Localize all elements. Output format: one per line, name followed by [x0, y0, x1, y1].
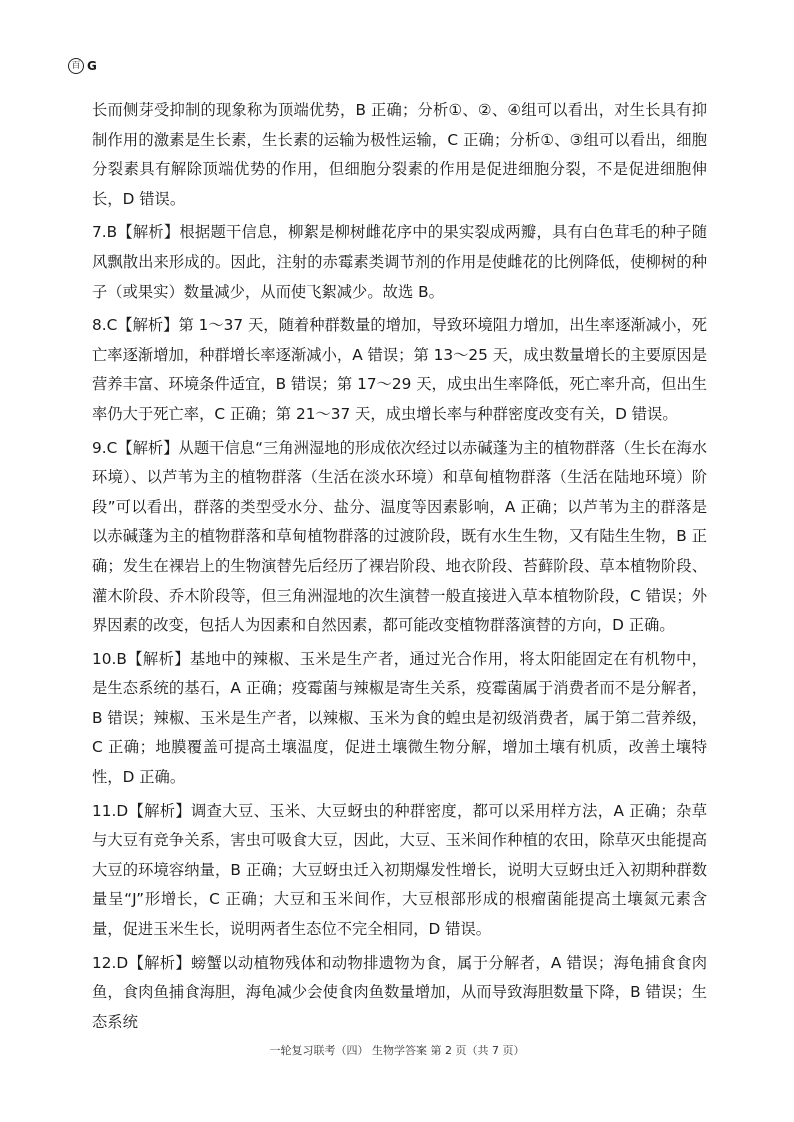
paragraph-answer-9: 9.C【解析】从题干信息“三角洲湿地的形成依次经过以赤碱蓬为主的植物群落（生长在海水环境）、以芦苇为主的植物群落（生活在淡水环境）和草甸植物群落（生活在陆地环境）阶段”可以看出，群落的类型受水分、盐分、温度等因素影响，A 正确；以芦苇为主的群落是以赤碱蓬为主的植物群落和草甸植物群落的过渡阶段，既有水生生物，又有陆生生物，B 正确；发生在裸岩上的生物演替先后经历了裸岩阶段、地衣阶段、苔藓阶段、草本植物阶段、灌木阶段、乔木阶段等，但三角洲湿地的次生演替一般直接进入草本植物阶段，C 错误；外界因素的改变，包括人为因素和自然因素，都可能改变植物群落演替的方向，D 正确。: [92, 438, 707, 635]
answer-content: [92, 96, 707, 1037]
publisher-logo: [68, 56, 97, 76]
page-footer: 一轮复习联考（四） 生物学答案 第 2 页（共 7 页）: [269, 1044, 525, 1057]
paragraph-continuation-6: 长而侧芽受抑制的现象称为顶端优势，B 正确；分析①、②、④组可以看出，对生长具有抑制作用的激素是生长素，生长素的运输为极性运输，C 正确；分析①、③组可以看出，细胞分裂素具有解除顶端优势的作用，但细胞分裂素的作用是促进细胞分裂，不是促进细胞伸长，D 错误。: [92, 101, 707, 208]
paragraph-answer-7: 7.B【解析】根据题干信息，柳絮是柳树雌花序中的果实裂成两瓣，具有白色茸毛的种子随风飘散出来形成的。因此，注射的赤霉素类调节剂的作用是使雌花的比例降低，使柳树的种子（或果实）数量减少，从而使飞絮减少。故选 B。: [92, 223, 707, 301]
logo-letter: G: [87, 59, 97, 73]
paragraph-answer-11: 11.D【解析】调查大豆、玉米、大豆蚜虫的种群密度，都可以采用样方法，A 正确；杂草与大豆有竞争关系，害虫可吸食大豆，因此，大豆、玉米间作种植的农田，除草灭虫能提高大豆的环境容纳量，B 正确；大豆蚜虫迁入初期爆发性增长，说明大豆蚜虫迁入初期种群数量呈“J”形增长，C 正确；大豆和玉米间作，大豆根部形成的根瘤菌能提高土壤氮元素含量，促进玉米生长，说明两者生态位不完全相同，D 错误。: [92, 801, 707, 939]
paragraph-answer-12: 12.D【解析】螃蟹以动植物残体和动物排遗物为食，属于分解者，A 错误；海龟捕食食肉鱼，食肉鱼捕食海胆，海龟减少会使食肉鱼数量增加，从而导致海胆数量下降，B 错误；生态系统: [92, 953, 707, 1031]
logo-circle-icon: 百: [68, 58, 84, 74]
paragraph-answer-10: 10.B【解析】基地中的辣椒、玉米是生产者，通过光合作用，将太阳能固定在有机物中，是生态系统的基石，A 正确；疫霉菌与辣椒是寄生关系，疫霉菌属于消费者而不是分解者，B 错误；辣椒、玉米是生产者，以辣椒、玉米为食的蝗虫是初级消费者，属于第二营养级，C 正确；地膜覆盖可提高土壤温度，促进土壤微生物分解，增加土壤有机质，改善土壤特性，D 正确。: [92, 649, 707, 787]
paragraph-answer-8: 8.C【解析】第 1～37 天，随着种群数量的增加，导致环境阻力增加，出生率逐渐减小，死亡率逐渐增加，种群增长率逐渐减小，A 错误；第 13～25 天，成虫数量增长的主要原因是营养丰富、环境条件适宜，B 错误；第 17～29 天，成虫出生率降低，死亡率升高，但出生率仍大于死亡率，C 正确；第 21～37 天，成虫增长率与种群密度改变有关，D 错误。: [92, 316, 707, 423]
